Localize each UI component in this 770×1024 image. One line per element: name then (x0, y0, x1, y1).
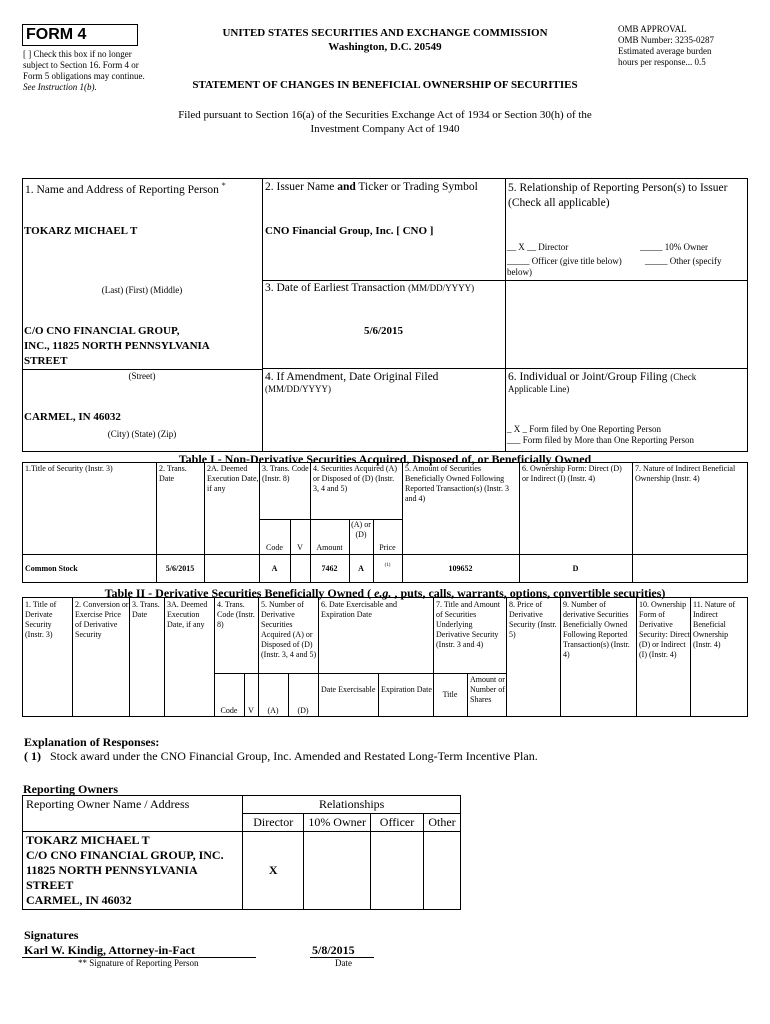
signature-date: 5/8/2015 (312, 943, 355, 957)
box6-label-text: 6. Individual or Joint/Group Filing (508, 371, 668, 383)
t1-row-security: Common Stock (25, 564, 78, 573)
reporting-owners-table (22, 795, 461, 910)
city-state-zip: CARMEL, IN 46032 (24, 411, 121, 423)
owner-line3: 11825 NORTH PENNSYLVANIA (26, 863, 198, 877)
owner-officer-cell (371, 832, 424, 910)
t1-col5: 5. Amount of Securities Beneficially Owned Following Reported Transaction(s) (Instr. 3 and 4) (405, 464, 509, 503)
signature-caption (78, 958, 199, 969)
check-box-note (23, 49, 153, 93)
t1-sub-code: Code (266, 543, 283, 552)
t1-col2: 2. Trans. Date (159, 464, 187, 483)
owner-line1: TOKARZ MICHAEL T (26, 833, 150, 847)
t2-sub-a: (A) (267, 706, 279, 715)
top-boxes (22, 178, 748, 452)
owners-heading: Reporting Owners (23, 782, 118, 796)
box2-label-and: and (337, 181, 356, 193)
table2-title-post: , puts, calls, warrants, options, convertible securities) (391, 586, 666, 600)
t2-col7: 7. Title and Amount of Securities Underlying Derivative Security (Instr. 3 and 4) (436, 600, 501, 649)
relationship-other-2: below) (507, 267, 532, 277)
owner-line2: C/O CNO FINANCIAL GROUP, INC. (26, 848, 224, 862)
t2-col3a: 3A. Deemed Execution Date, if any (167, 600, 208, 629)
box2-label-post: Ticker or Trading Symbol (355, 181, 478, 193)
owners-col-rel: Relationships (243, 796, 461, 814)
t1-row-form: D (572, 564, 579, 573)
t1-row-date: 5/6/2015 (165, 564, 195, 573)
explanation-note (24, 750, 538, 763)
owners-col-other: Other (423, 814, 460, 832)
agency-name: UNITED STATES SECURITIES AND EXCHANGE COMMISSION (222, 27, 548, 39)
box2-label (265, 181, 478, 194)
box1-label (25, 181, 226, 197)
t1-row-price-note: (1) (384, 563, 391, 568)
table1-title: Table I - Non-Derivative Securities Acquired, Disposed of, or Beneficially Owned (178, 452, 592, 466)
box1-label-text: 1. Name and Address of Reporting Person (25, 183, 219, 196)
owner-line5: CARMEL, IN 46032 (26, 893, 132, 907)
filing-opt2: ___ Form filed by More than One Reporting Person (507, 435, 694, 445)
owner-line4: STREET (26, 878, 74, 892)
t2-col8: 8. Price of Derivative Security (Instr. 5) (509, 600, 557, 639)
box6-label-small: (Check (670, 372, 697, 382)
table2-title-eg: e.g. (374, 586, 392, 600)
owner-director-mark: X (243, 832, 304, 910)
t2-sub-code: Code (220, 706, 238, 715)
table2-title-pre: Table II - Derivative Securities Beneficially Owned ( (104, 586, 375, 600)
t2-col4: 4. Trans. Code (Instr. 8) (217, 600, 255, 629)
note-num: ( 1) (24, 749, 41, 763)
t2-sub-title: Title (442, 690, 458, 699)
date-caption: Date (335, 958, 352, 968)
t1-row-amount: 7462 (321, 564, 338, 573)
form-title-box (22, 24, 138, 46)
t1-row-code: A (271, 564, 278, 573)
box6-label-2: Applicable Line) (508, 384, 570, 394)
note-text: Stock award under the CNO Financial Group, Inc. Amended and Restated Long-Term Incentive Plan. (50, 749, 538, 763)
t2-sub-amount: Amount or Number of Shares (470, 675, 505, 704)
relationship-other: _____ Other (specify (645, 256, 722, 266)
t1-sub-v: V (297, 543, 303, 552)
agency-location: Washington, D.C. 20549 (328, 41, 442, 53)
t2-col2: 2. Conversion or Exercise Price of Derivative Security (75, 600, 129, 639)
street-caption: (Street) (128, 371, 156, 381)
omb-hours: hours per response... 0.5 (618, 57, 706, 67)
box1-mark: * (221, 181, 226, 190)
t1-col7: 7. Nature of Indirect Beneficial Ownership (Instr. 4) (635, 464, 736, 483)
box3-label (265, 282, 474, 295)
t2-col11: 11. Nature of Indirect Beneficial Ownership (Instr. 4) (693, 600, 736, 649)
name-caption: (Last) (First) (Middle) (101, 285, 183, 295)
omb-approval: OMB APPROVAL (618, 24, 687, 34)
box4-label-text: 4. If Amendment, Date Original Filed (265, 371, 439, 383)
owners-col-ten: 10% Owner (304, 814, 371, 832)
owner-ten-cell (304, 832, 371, 910)
box3-label-text: 3. Date of Earliest Transaction (265, 282, 406, 294)
filed-pursuant-line2: Investment Company Act of 1940 (310, 123, 460, 135)
owners-col-director: Director (243, 814, 304, 832)
owners-col-name: Reporting Owner Name / Address (23, 796, 243, 832)
t1-sub-aord: (A) or (D) (351, 520, 371, 539)
box6-label (508, 371, 748, 395)
t1-sub-amount: Amount (316, 543, 343, 552)
t1-col3: 3. Trans. Code (Instr. 8) (262, 464, 309, 483)
t2-col9: 9. Number of derivative Securities Beneficially Owned Following Reported Transaction(s) (Instr. 4) (563, 600, 630, 659)
relationship-director: __ X __ Director (507, 242, 569, 252)
signer-name: Karl W. Kindig, Attorney-in-Fact (24, 943, 195, 957)
box2-label-pre: 2. Issuer Name (265, 181, 338, 193)
t1-row-owned: 109652 (448, 564, 473, 573)
relationship-ten-pct: _____ 10% Owner (640, 242, 708, 252)
earliest-transaction-date: 5/6/2015 (363, 325, 404, 337)
sig-caption-mark: ** (78, 958, 87, 968)
box4-label-small: (MM/DD/YYYY) (265, 384, 331, 394)
t1-row-aord: A (358, 564, 364, 573)
sig-caption-text: Signature of Reporting Person (89, 958, 199, 968)
relationship-officer: _____ Officer (give title below) (507, 256, 622, 266)
city-caption: (City) (State) (Zip) (107, 429, 177, 439)
t2-sub-date-ex: Date Exercisable (321, 685, 376, 694)
t2-col10: 10. Ownership Form of Derivative Security: Direct (D) or Indirect (I) (Instr. 4) (639, 600, 690, 659)
t2-col6: 6. Date Exercisable and Expiration Date (321, 600, 397, 619)
owner-other-cell (423, 832, 460, 910)
box3-label-small: (MM/DD/YYYY) (408, 283, 475, 293)
see-instruction: See Instruction 1(b). (23, 82, 97, 92)
owners-col-officer: Officer (371, 814, 424, 832)
t1-col2a: 2A. Deemed Execution Date, if any (207, 464, 259, 493)
box5-label (508, 181, 748, 211)
omb-number: OMB Number: 3235-0287 (618, 35, 714, 45)
street-line2: INC., 11825 NORTH PENNSYLVANIA (24, 340, 210, 352)
t2-col1: 1. Title of Derivate Security (Instr. 3) (25, 600, 57, 639)
box5-label-text: 5. Relationship of Reporting Person(s) to Issuer (508, 182, 728, 194)
issuer-name: CNO Financial Group, Inc. [ CNO ] (265, 225, 434, 237)
owner-address (23, 832, 243, 910)
t2-sub-d: (D) (297, 706, 309, 715)
box4-label (265, 371, 438, 395)
filing-opt1: _ X _ Form filed by One Reporting Person (507, 424, 661, 434)
t2-sub-exp: Expiration Date (381, 685, 432, 694)
street-line3: STREET (24, 355, 68, 367)
t1-col4: 4. Securities Acquired (A) or Disposed of (D) (Instr. 3, 4 and 5) (313, 464, 397, 493)
signatures-heading: Signatures (24, 928, 79, 942)
filed-pursuant-line1: Filed pursuant to Section 16(a) of the Securities Exchange Act of 1934 or Section 30(h) of the (178, 109, 592, 121)
statement-title: STATEMENT OF CHANGES IN BENEFICIAL OWNERSHIP OF SECURITIES (192, 79, 578, 91)
t1-col1: 1.Title of Security (Instr. 3) (25, 464, 113, 473)
omb-box (618, 24, 758, 68)
omb-burden: Estimated average burden (618, 46, 712, 56)
t1-sub-price: Price (379, 543, 396, 552)
check-box-text: [ ] Check this box if no longer subject to Section 16. Form 4 or Form 5 obligations may continue. (23, 49, 145, 81)
t2-col5: 5. Number of Derivative Securities Acquired (A) or Disposed of (D) (Instr. 3, 4 and 5) (261, 600, 317, 659)
t1-col6: 6. Ownership Form: Direct (D) or Indirect (I) (Instr. 4) (522, 464, 622, 483)
explanation-heading: Explanation of Responses: (24, 735, 160, 749)
t2-col3: 3. Trans. Date (132, 600, 160, 619)
t2-sub-v: V (248, 706, 254, 715)
form-title: FORM 4 (26, 26, 87, 43)
street-line1: C/O CNO FINANCIAL GROUP, (24, 325, 180, 337)
box5-sub: (Check all applicable) (508, 197, 610, 209)
reporting-person-name: TOKARZ MICHAEL T (24, 225, 138, 237)
